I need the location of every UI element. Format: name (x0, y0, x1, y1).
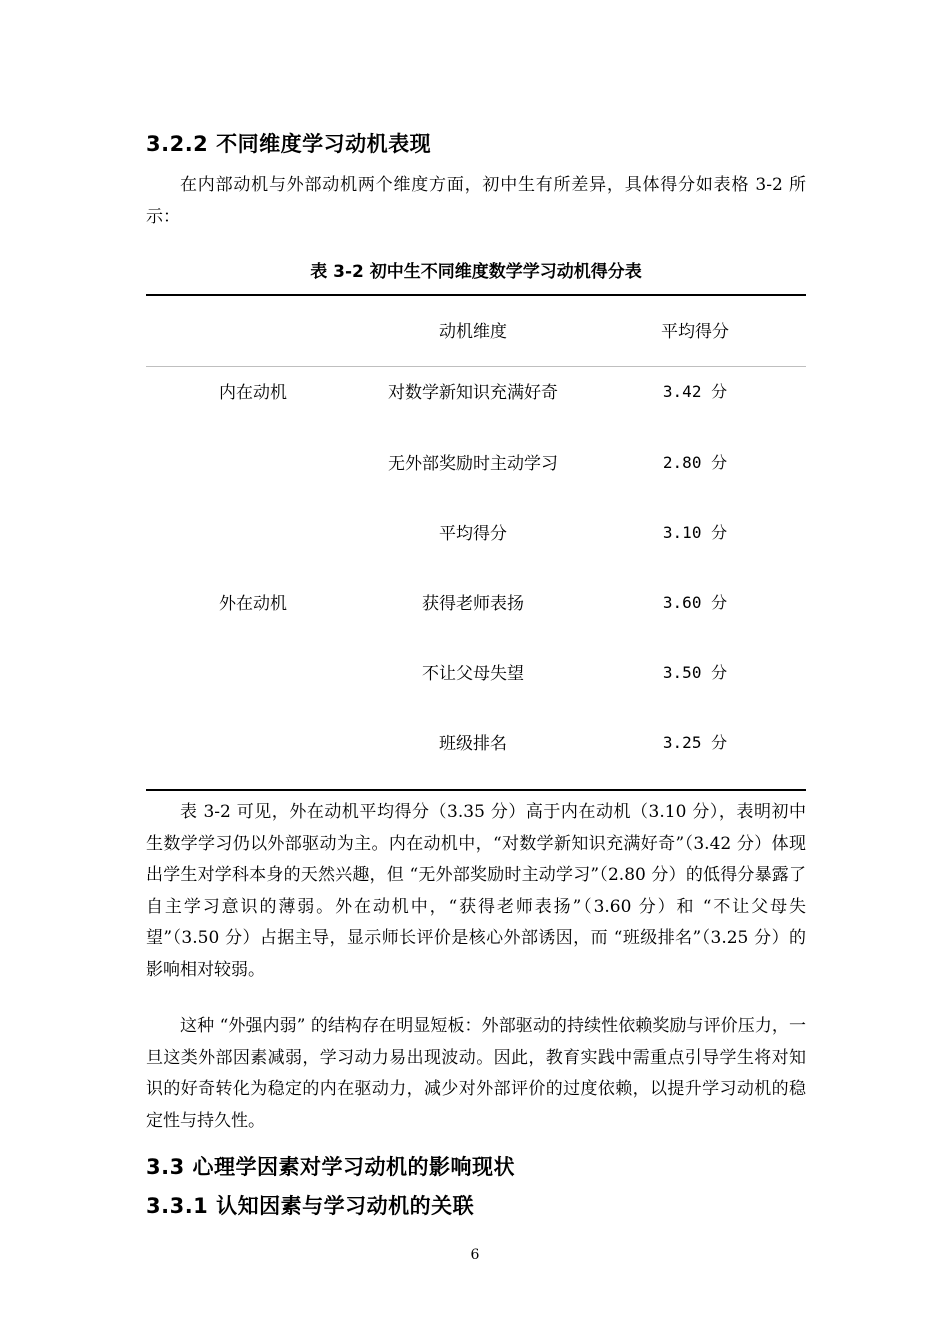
table-header-dimension: 动机维度 (439, 322, 507, 342)
table-cell-dimension: 平均得分 (439, 524, 507, 544)
table-header-score: 平均得分 (661, 322, 729, 342)
table-bottom-rule (146, 789, 806, 791)
table-cell-group: 内在动机 (219, 383, 287, 403)
section-heading-3-3-1: 3.3.1 认知因素与学习动机的关联 (146, 1194, 475, 1218)
table-cell-dimension: 班级排名 (439, 734, 507, 754)
section-heading-3-3: 3.3 心理学因素对学习动机的影响现状 (146, 1155, 516, 1179)
section-heading-3-2-2: 3.2.2 不同维度学习动机表现 (146, 132, 432, 156)
analysis-paragraph-2: 这种 “外强内弱” 的结构存在明显短板：外部驱动的持续性依赖奖励与评价压力，一旦这类外部因素减弱，学习动力易出现波动。因此，教育实践中需重点引导学生将对知识的好奇转化为稳定的内在驱动力，减少对外部评价的过度依赖，以提升学习动机的稳定性与持久性。 (146, 1016, 806, 1131)
table-caption: 表 3-2 初中生不同维度数学学习动机得分表 (310, 262, 642, 282)
table-cell-score: 3.60 分 (662, 593, 728, 612)
intro-paragraph: 在内部动机与外部动机两个维度方面，初中生有所差异，具体得分如表格 3-2 所示： (146, 175, 806, 227)
table-cell-group: 外在动机 (219, 594, 287, 614)
table-cell-dimension: 获得老师表扬 (422, 594, 524, 614)
table-cell-dimension: 对数学新知识充满好奇 (388, 383, 558, 403)
table-cell-dimension: 无外部奖励时主动学习 (388, 454, 558, 474)
table-cell-score: 2.80 分 (662, 453, 728, 472)
table-top-rule (146, 294, 806, 296)
table-cell-dimension: 不让父母失望 (422, 664, 524, 684)
page-number: 6 (470, 1247, 480, 1263)
table-header-rule (146, 366, 806, 367)
table-cell-score: 3.10 分 (662, 523, 728, 542)
table-cell-score: 3.42 分 (662, 382, 728, 401)
table-cell-score: 3.25 分 (662, 733, 728, 752)
analysis-paragraph-1: 表 3-2 可见，外在动机平均得分（3.35 分）高于内在动机（3.10 分），表明初中生数学学习仍以外部驱动为主。内在动机中，“对数学新知识充满好奇”（3.42 分）体现出学生对学科本身的天然兴趣，但 “无外部奖励时主动学习”（2.80 分）的低得分暴露了自主学习意识的薄弱。外在动机中，“获得老师表扬”（3.60 分）和 “不让父母失望”（3.50 分）占据主导，显示师长评价是核心外部诱因，而 “班级排名”（3.25 分）的影响相对较弱。 (146, 802, 806, 980)
table-cell-score: 3.50 分 (662, 663, 728, 682)
